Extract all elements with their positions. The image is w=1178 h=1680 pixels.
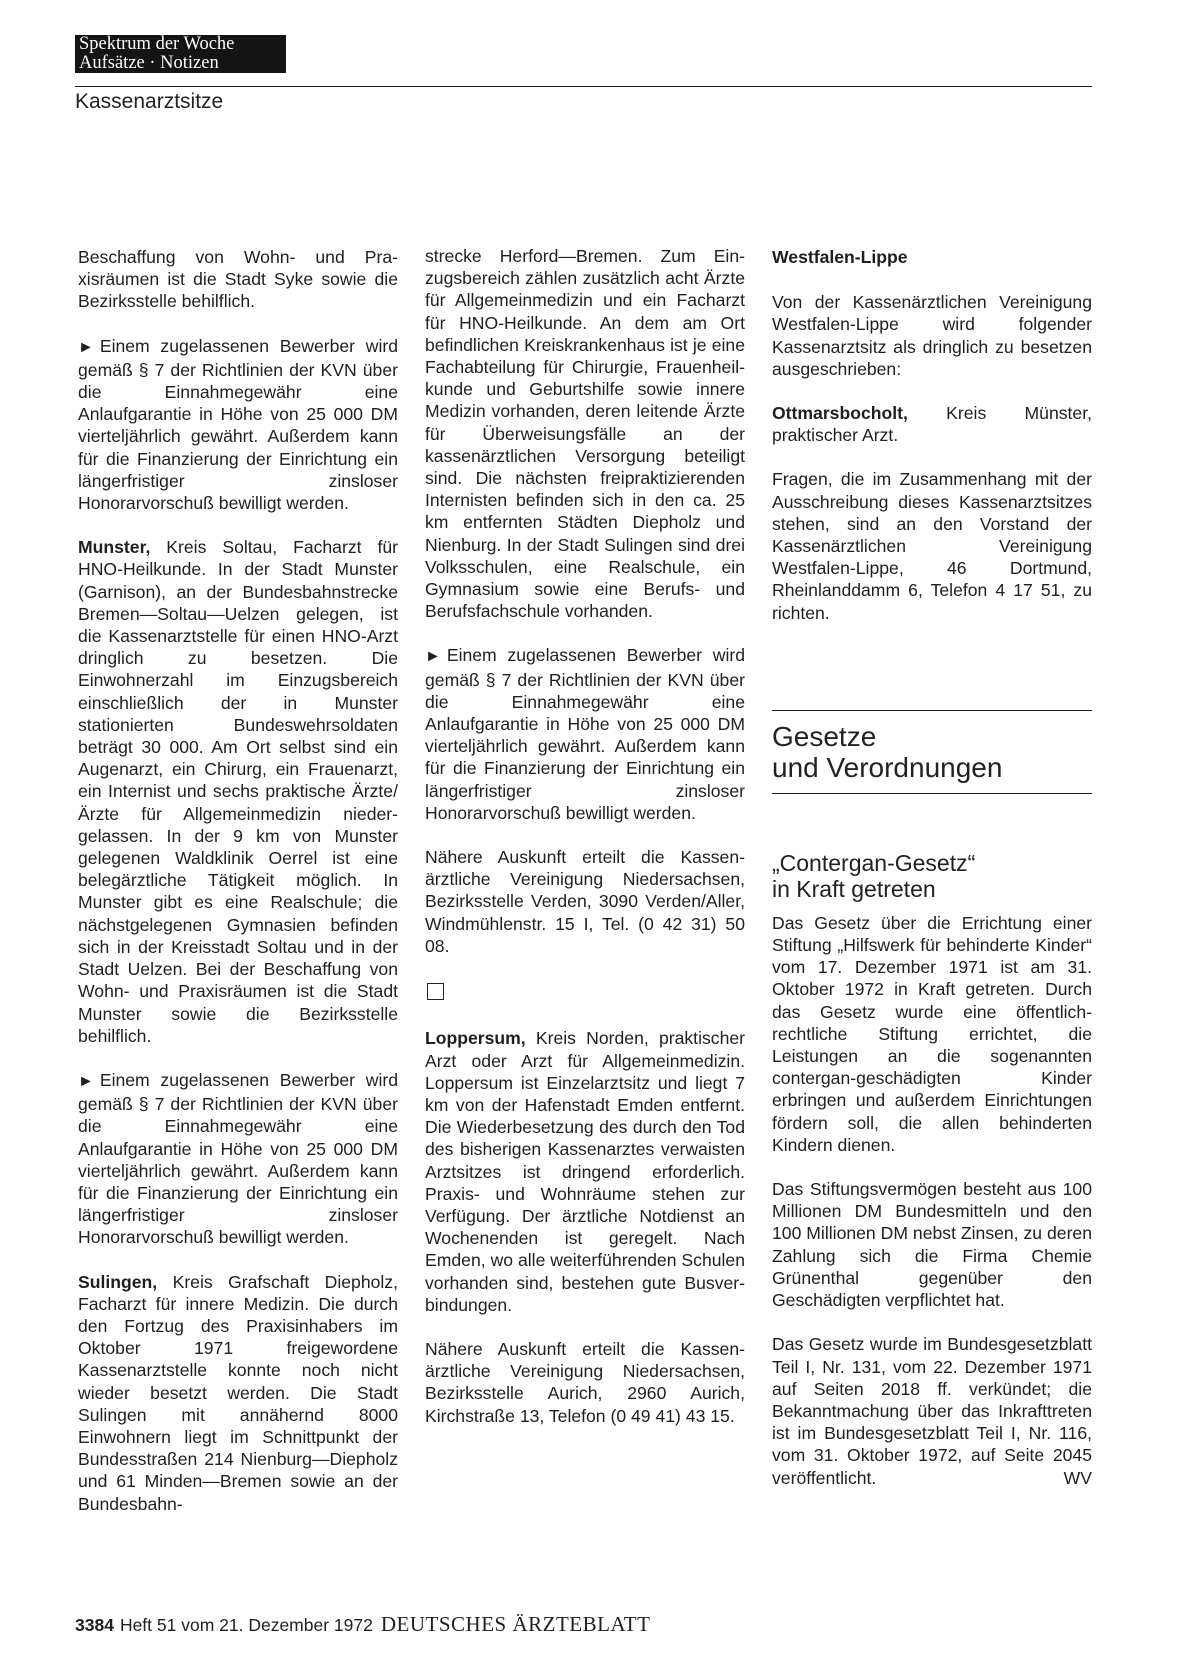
paragraph: Nähere Auskunft erteilt die Kassenärztliche Vereinigung Niedersachsen, Bezirksstelle Aurich, 2960 Aurich, Kirchstraße 13, Telefon (0 49 41) 43 15. [425,1338,745,1426]
end-mark-square-icon [427,983,444,1000]
rubric-title: Kassenarztsitze [75,90,224,113]
paragraph [78,335,398,515]
section-rule-top [772,710,1092,711]
page-number: 3384 [75,1615,114,1635]
header-rule [75,86,1092,87]
paragraph-text: Einem zugelassenen Bewerber wird gemäß § 7 der Richtlinien der KVN über die Einnahmegewähr eine Anlaufgarantie in Höhe von 25 000 DM vierteljährlich gewährt. Außerdem kann für die Finanzierung der Einrichtung ein längerfristiger zinsloser Honorarvorschuß bewilligt werden. [425,645,745,823]
place-name: Munster, [78,537,151,558]
place-name: Sulingen, [78,1271,158,1292]
paragraph-text: Einem zugelassenen Bewerber wird gemäß § 7 der Richtlinien der KVN über die Einnahmegewähr eine Anlaufgarantie in Höhe von 25 000 DM vierteljährlich gewährt. Außerdem kann für die Finanzierung der Einrichtung ein längerfristiger zinsloser Honorarvorschuß bewilligt werden. [78,1069,398,1248]
paragraph-text: Kreis Grafschaft Diepholz, Facharzt für innere Medizin. Die durch den Fortzug des Praxisinhabers im Oktober 1971 freigewordene Kassenarztstelle konnte noch nicht wieder besetzt werden. Die Stadt Sulingen mit annähernd 8000 Einwohnern liegt im Schnittpunkt der Bundesstraßen 214 Nienburg—Diepholz und 61 Minden—Bremen sowie an der Bundesbahn- [78,1271,398,1514]
section-title-line1: Gesetze [772,720,877,752]
triangle-bullet-icon: ► [78,338,94,356]
triangle-bullet-icon: ► [78,1072,94,1090]
place-name: Ottmarsbocholt, [772,403,908,424]
author-signature: WV [1063,1467,1092,1488]
paragraph [772,402,1092,446]
magazine-name: DEUTSCHES ÄRZTEBLATT [380,1612,651,1636]
paragraph [78,1271,398,1515]
spacer [772,794,1092,850]
place-name: Loppersum, [425,1028,526,1049]
section-badge [75,35,286,73]
article-title [772,850,1092,902]
triangle-bullet-icon: ► [425,648,441,666]
column-2 [425,245,745,1449]
paragraph: Fragen, die im Zusammenhang mit der Ausschreibung dieses Kassenarztsitzes stehen, sind an den Vorstand der Kassenärztlichen Vereinigung Westfalen-Lippe, 46 Dortmund, Rheinlanddamm 6, Telefon 4 17 51, zu richten. [772,469,1092,623]
paragraph [425,644,745,824]
spacer [772,646,1092,710]
column-3 [772,246,1092,1489]
column-1 [78,246,398,1515]
paragraph-text: Kreis Norden, praktischer Arzt oder Arzt für Allgemeinmedizin. Loppersum ist Einzelarztsitz und liegt 7 km von der Hafenstadt Emden entfernt. Die Wiederbesetzung des durch den Tod des bisherigen Kassenarztes verwaisten Arztsitzes ist dringend erforderlich. Praxis- und Wohnräume stehen zur Verfügung. Der ärztliche Notdienst an Wochenenden ist geregelt. Nach Emden, wo alle weiterführenden Schulen vorhanden sind, bestehen gute Busverbindungen. [425,1028,745,1315]
paragraph [425,1027,745,1316]
paragraph: Das Stiftungsvermögen besteht aus 100 Millionen DM Bundesmitteln und den 100 Millionen DM nebst Zinsen, zu deren Zahlung sich die Firma Chemie Grünenthal gegenüber den Geschädigten verpflichtet hat. [772,1179,1092,1311]
paragraph [78,1069,398,1249]
article-title-line1: „Contergan-Gesetz“ [772,849,976,876]
section-badge-line2: Aufsätze · Notizen [79,53,219,73]
paragraph-text: Einem zugelassenen Bewerber wird gemäß § 7 der Richtlinien der KVN über die Einnahmegewähr eine Anlaufgarantie in Höhe von 25 000 DM vierteljährlich gewährt. Außerdem kann für die Finanzierung der Einrichtung ein längerfristiger zinsloser Honorarvorschuß bewilligt werden. [78,335,398,514]
paragraph-text: Kreis Soltau, Facharzt für HNO-Heilkunde. In der Stadt Munster (Garnison), an der Bundesbahnstrecke Bremen—Soltau—Uelzen gelegen, ist die Kassenarztstelle für einen HNO-Arzt dringlich zu besetzen. Die Einwohnerzahl im Einzugsbereich einschließlich der in Munster stationierten Bundeswehrsoldaten beträgt 30 000. Am Ort selbst sind ein Augenarzt, ein Chirurg, ein Frauenarzt, ein Internist und sechs praktische Ärzte/ Ärzte für Allgemeinmedizin niedergelassen. In der 9 km von Munster gelegenen Waldklinik Oerrel ist eine belegärztliche Tätigkeit möglich. In Munster gibt es eine Realschule; die nächstgelegenen Gymnasien befinden sich in der Kreisstadt Soltau und in der Stadt Uelzen. Bei der Beschaffung von Wohn- und Praxisräumen ist die Stadt Munster sowie die Bezirksstelle behilflich. [78,537,398,1046]
paragraph [772,1333,1092,1488]
paragraph: Von der Kassenärztlichen Vereinigung Westfalen-Lippe wird folgender Kassenarztsitz als dringlich zu besetzen ausgeschrieben: [772,292,1092,379]
section-title [772,721,1092,783]
article-title-line2: in Kraft getreten [772,875,936,902]
paragraph: Das Gesetz über die Errichtung einer Stiftung „Hilfswerk für behinderte Kinder“ vom 17. Dezember 1971 ist am 31. Oktober 1972 in Kraft getreten. Durch das Gesetz wurde eine öffentlich-rechtliche Stiftung errichtet, die Leistungen an die sogenannten contergan-geschädigten Kinder erbringen und außerdem Einrichtungen fördern soll, die allen behinderten Kindern dienen. [772,912,1092,1155]
section-title-line2: und Verordnungen [772,751,1003,783]
region-heading: Westfalen-Lippe [772,247,908,267]
paragraph-text: Kreis Münster, praktischer Arzt. [772,403,1092,446]
issue-info: Heft 51 vom 21. Dezember 1972 [119,1615,373,1635]
section-badge-line1: Spektrum der Woche [79,34,235,54]
paragraph [78,536,398,1047]
page-footer [75,1612,650,1637]
paragraph-text: Das Gesetz wurde im Bundesgesetzblatt Teil I, Nr. 131, vom 22. Dezember 1971 auf Seiten 2018 ff. verkündet; die Bekanntmachung über das Inkrafttreten ist im Bundesgesetzblatt Teil I, Nr. 116, vom 31. Oktober 1972, auf Seite 2045 veröffentlicht. [772,1334,1092,1488]
paragraph: Nähere Auskunft erteilt die Kassenärztliche Vereinigung Niedersachsen, Bezirksstelle Verden, 3090 Verden/Aller, Windmühlenstr. 15 I, Tel. (0 42 31) 50 08. [425,847,745,956]
paragraph: strecke Herford—Bremen. Zum Einzugsbereich zählen zusätzlich acht Ärzte für Allgemeinmedizin und ein Facharzt für HNO-Heilkunde. An dem am Ort befindlichen Kreiskrankenhaus ist je eine Fachabteilung für Chirurgie, Frauenheilkunde und Geburtshilfe sowie innere Medizin vorhanden, deren leitende Ärzte für Überweisungsfälle an der kassenärztlichen Versorgung beteiligt sind. Die nächsten freipraktizierenden Internisten befinden sich in den ca. 25 km entfernten Städten Diepholz und Nienburg. In der Stadt Sulingen sind drei Volksschulen, eine Realschule, ein Gymnasium sowie eine Berufs- und Berufsfachschule vorhanden. [425,246,745,622]
paragraph: Beschaffung von Wohn- und Praxisräumen ist die Stadt Syke sowie die Bezirksstelle behilflich. [78,247,398,312]
